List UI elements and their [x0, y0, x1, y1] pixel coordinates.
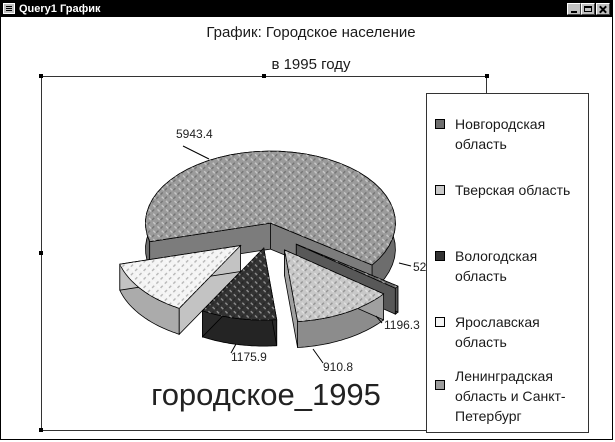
data-label-leader-novgorod — [399, 263, 411, 266]
data-label-novgorod: 52 — [413, 260, 427, 274]
legend-swatch-leningrad — [435, 380, 445, 390]
legend-swatch-vologda — [435, 251, 445, 261]
legend-label-leningrad: Ленинградская область и Санкт-Петербург — [455, 368, 566, 424]
chart-title: График: Городское население — [206, 24, 416, 41]
legend-swatch-novgorod — [435, 119, 445, 129]
window-title: Query1 График — [19, 3, 101, 15]
data-label-leader-leningrad — [183, 146, 209, 159]
legend-label-novgorod: Новгородская область — [455, 116, 546, 152]
legend-label-tver: Тверская область — [455, 182, 571, 198]
chart-subtitle: в 1995 году — [271, 56, 351, 73]
legend-swatch-yaroslavl — [435, 317, 445, 327]
data-label-vologda: 910.8 — [323, 360, 354, 374]
data-label-leader-vologda — [313, 349, 323, 363]
legend-label-yaroslavl: Ярославская область — [455, 314, 540, 350]
legend-swatch-tver — [435, 185, 445, 195]
data-label-yaroslavl: 1175.9 — [231, 350, 267, 364]
legend[interactable] — [426, 93, 589, 433]
data-label-tver: 1196.3 — [384, 318, 420, 332]
data-label-leningrad: 5943.4 — [176, 127, 213, 141]
legend-label-vologda: Вологодская область — [455, 248, 538, 284]
category-axis-label: городское_1995 — [151, 377, 381, 412]
